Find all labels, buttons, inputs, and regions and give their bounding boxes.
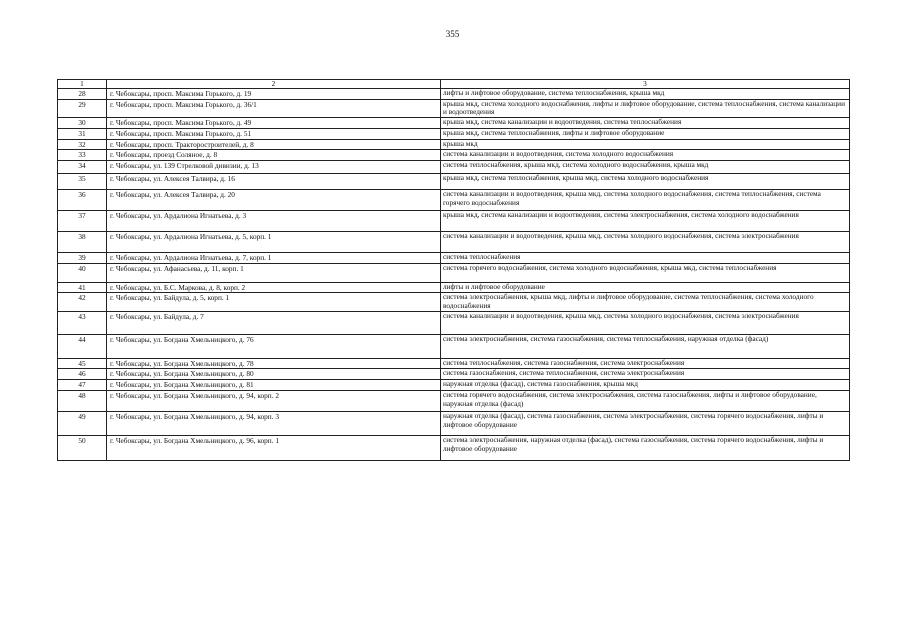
table-body xyxy=(58,89,850,461)
table-row xyxy=(58,89,850,100)
row-works: система электроснабжения, система газоснабжения, система теплоснабжения, наружная отделка (фасад) xyxy=(441,334,850,358)
row-address: г. Чебоксары, просп. Тракторостроителей, д. 8 xyxy=(107,139,441,150)
row-number: 41 xyxy=(58,282,107,293)
row-number: 48 xyxy=(58,390,107,411)
row-number: 46 xyxy=(58,369,107,380)
table-row xyxy=(58,252,850,263)
row-address: г. Чебоксары, ул. Богдана Хмельницкого, д. 94, корп. 2 xyxy=(107,390,441,411)
row-address: г. Чебоксары, ул. Богдана Хмельницкого, д. 96, корп. 1 xyxy=(107,435,441,460)
row-works: система теплоснабжения xyxy=(441,252,850,263)
row-number: 36 xyxy=(58,189,107,210)
table-row xyxy=(58,334,850,358)
row-number: 30 xyxy=(58,118,107,129)
row-number: 32 xyxy=(58,139,107,150)
row-address: г. Чебоксары, ул. Богдана Хмельницкого, д. 78 xyxy=(107,358,441,369)
row-number: 49 xyxy=(58,411,107,435)
row-number: 35 xyxy=(58,173,107,189)
row-address: г. Чебоксары, ул. Алексея Талвира, д. 20 xyxy=(107,189,441,210)
table-row xyxy=(58,411,850,435)
table-row xyxy=(58,390,850,411)
page-number: 355 xyxy=(445,29,460,39)
row-works: крыша мкд, система канализации и водоотведения, система электроснабжения, система холодного водоснабжения xyxy=(441,210,850,231)
row-number: 33 xyxy=(58,150,107,161)
row-works: наружная отделка (фасад), система газоснабжения, система электроснабжения, система горячего водоснабжения, лифты и лифтовое оборудование xyxy=(441,411,850,435)
table-row xyxy=(58,160,850,173)
row-works: система канализации и водоотведения, крыша мкд, система холодного водоснабжения, система теплоснабжения, система горячего водоснабжения xyxy=(441,189,850,210)
table-row xyxy=(58,139,850,150)
row-address: г. Чебоксары, ул. Байдула, д. 7 xyxy=(107,311,441,334)
row-address: г. Чебоксары, ул. Ардалиона Игнатьева, д. 7, корп. 1 xyxy=(107,252,441,263)
row-works: система канализации и водоотведения, крыша мкд, система холодного водоснабжения, система электроснабжения xyxy=(441,311,850,334)
row-number: 50 xyxy=(58,435,107,460)
row-number: 38 xyxy=(58,231,107,252)
table-row xyxy=(58,369,850,380)
header-col-3: 3 xyxy=(441,80,850,89)
row-number: 45 xyxy=(58,358,107,369)
row-works: крыша мкд, система канализации и водоотведения, система теплоснабжения xyxy=(441,118,850,129)
row-address: г. Чебоксары, просп. Максима Горького, д. 36/1 xyxy=(107,99,441,117)
buildings-table xyxy=(57,79,850,461)
row-works: система теплоснабжения, система газоснабжения, система электроснабжения xyxy=(441,358,850,369)
row-address: г. Чебоксары, просп. Максима Горького, д. 19 xyxy=(107,89,441,100)
table-row xyxy=(58,282,850,293)
row-works: система теплоснабжения, крыша мкд, система холодного водоснабжения, крыша мкд xyxy=(441,160,850,173)
header-col-2: 2 xyxy=(107,80,441,89)
table-row xyxy=(58,435,850,460)
row-works: система горячего водоснабжения, система холодного водоснабжения, крыша мкд, система теплоснабжения xyxy=(441,263,850,282)
table-row xyxy=(58,99,850,117)
row-address: г. Чебоксары, ул. Богдана Хмельницкого, д. 80 xyxy=(107,369,441,380)
row-number: 40 xyxy=(58,263,107,282)
row-number: 44 xyxy=(58,334,107,358)
table-row xyxy=(58,263,850,282)
row-works: крыша мкд xyxy=(441,139,850,150)
row-address: г. Чебоксары, ул. Ардалиона Игнатьева, д. 3 xyxy=(107,210,441,231)
table-row xyxy=(58,210,850,231)
row-works: система канализации и водоотведения, крыша мкд, система холодного водоснабжения, система электроснабжения xyxy=(441,231,850,252)
row-number: 29 xyxy=(58,99,107,117)
row-number: 43 xyxy=(58,311,107,334)
row-works: лифты и лифтовое оборудование, система теплоснабжения, крыша мкд xyxy=(441,89,850,100)
row-number: 31 xyxy=(58,128,107,139)
row-works: система горячего водоснабжения, система электроснабжения, система газоснабжения, лифты и лифтовое оборудование, наружная отделка (фасад) xyxy=(441,390,850,411)
row-works: система электроснабжения, наружная отделка (фасад), система газоснабжения, система горячего водоснабжения, лифты и лифтовое оборудование xyxy=(441,435,850,460)
header-col-1: 1 xyxy=(58,80,107,89)
row-address: г. Чебоксары, ул. Алексея Талвира, д. 16 xyxy=(107,173,441,189)
row-address: г. Чебоксары, ул. Байдула, д. 5, корп. 1 xyxy=(107,293,441,311)
row-number: 39 xyxy=(58,252,107,263)
row-works: крыша мкд, система холодного водоснабжения, лифты и лифтовое оборудование, система теплоснабжения, система канализации и водоотведения xyxy=(441,99,850,117)
table-row xyxy=(58,118,850,129)
table-row xyxy=(58,150,850,161)
row-address: г. Чебоксары, ул. Афанасьева, д. 11, корп. 1 xyxy=(107,263,441,282)
row-works: лифты и лифтовое оборудование xyxy=(441,282,850,293)
row-works: наружная отделка (фасад), система газоснабжения, крыша мкд xyxy=(441,380,850,391)
row-number: 34 xyxy=(58,160,107,173)
table-row xyxy=(58,358,850,369)
table-row xyxy=(58,311,850,334)
row-works: крыша мкд, система теплоснабжения, лифты и лифтовое оборудование xyxy=(441,128,850,139)
table-row xyxy=(58,380,850,391)
row-number: 37 xyxy=(58,210,107,231)
header-row xyxy=(58,80,850,89)
row-address: г. Чебоксары, ул. Богдана Хмельницкого, д. 94, корп. 3 xyxy=(107,411,441,435)
row-address: г. Чебоксары, ул. 139 Стрелковой дивизии, д. 13 xyxy=(107,160,441,173)
row-address: г. Чебоксары, ул. Богдана Хмельницкого, д. 81 xyxy=(107,380,441,391)
row-address: г. Чебоксары, ул. Ардалиона Игнатьева, д. 5, корп. 1 xyxy=(107,231,441,252)
row-works: крыша мкд, система теплоснабжения, крыша мкд, система холодного водоснабжения xyxy=(441,173,850,189)
table-row xyxy=(58,128,850,139)
row-address: г. Чебоксары, ул. Богдана Хмельницкого, д. 76 xyxy=(107,334,441,358)
row-number: 28 xyxy=(58,89,107,100)
table-row xyxy=(58,173,850,189)
table-row xyxy=(58,231,850,252)
table-row xyxy=(58,189,850,210)
row-works: система канализации и водоотведения, система холодного водоснабжения xyxy=(441,150,850,161)
table-row xyxy=(58,293,850,311)
row-number: 47 xyxy=(58,380,107,391)
row-address: г. Чебоксары, проезд Соляное, д. 8 xyxy=(107,150,441,161)
row-address: г. Чебоксары, ул. Б.С. Маркова, д. 8, корп. 2 xyxy=(107,282,441,293)
row-address: г. Чебоксары, просп. Максима Горького, д. 49 xyxy=(107,118,441,129)
row-number: 42 xyxy=(58,293,107,311)
row-works: система газоснабжения, система теплоснабжения, система электроснабжения xyxy=(441,369,850,380)
row-works: система электроснабжения, крыша мкд, лифты и лифтовое оборудование, система теплоснабжения, система холодного водоснабжения xyxy=(441,293,850,311)
row-address: г. Чебоксары, просп. Максима Горького, д. 51 xyxy=(107,128,441,139)
table-header xyxy=(58,80,850,89)
